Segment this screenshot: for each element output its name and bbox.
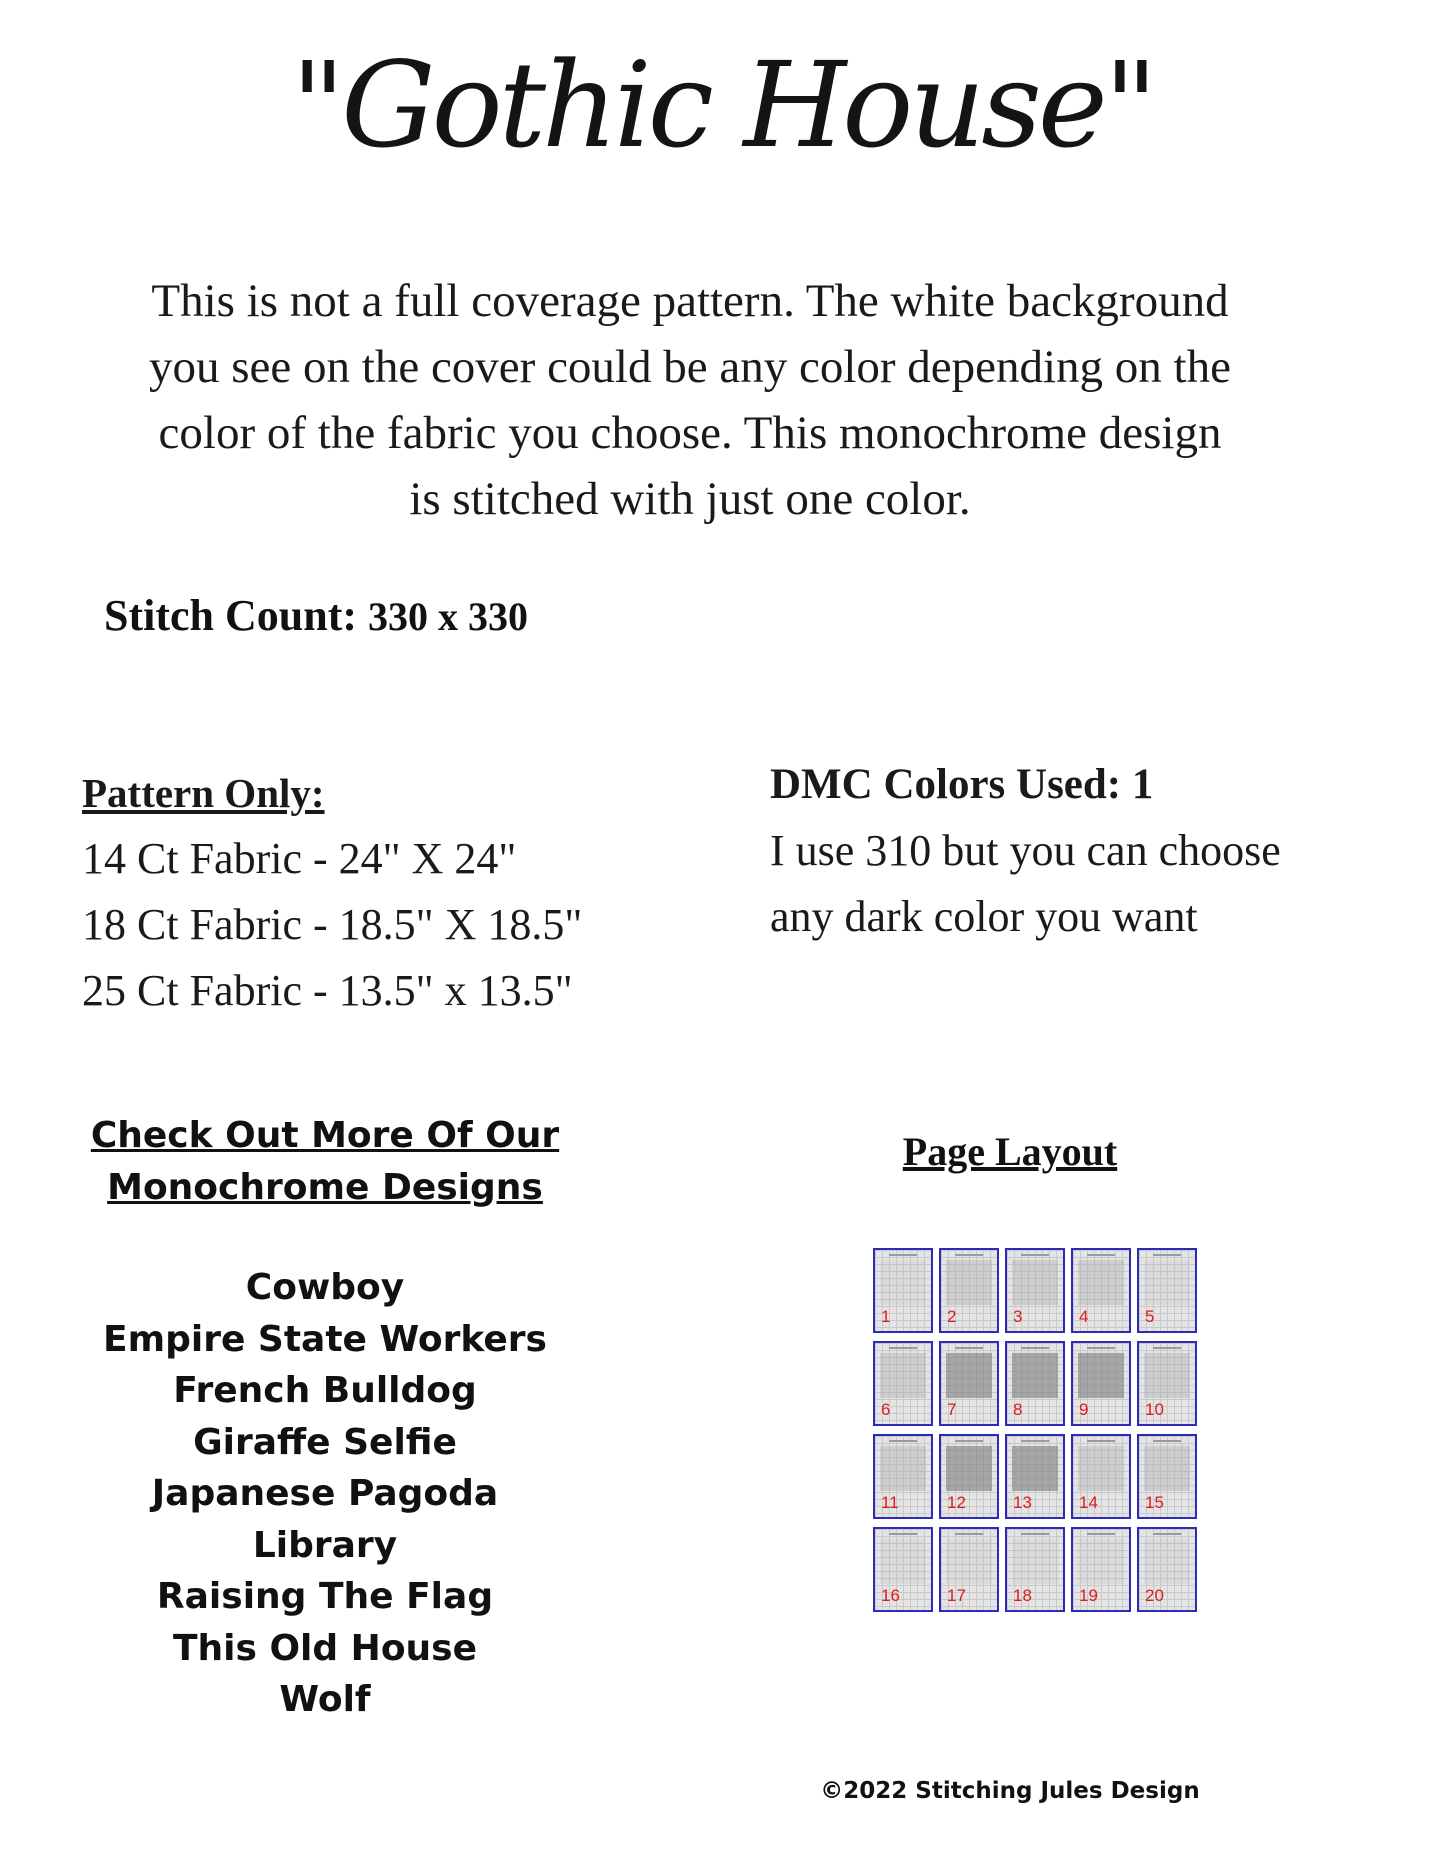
page-number: 3 (1013, 1307, 1023, 1326)
pattern-only-heading: Pattern Only: (82, 770, 325, 816)
page-number: 6 (881, 1400, 891, 1419)
page-number: 17 (947, 1586, 966, 1605)
page-layout-grid (873, 1248, 1203, 1618)
design-list-item: This Old House (172, 1627, 478, 1669)
page-number: 12 (947, 1493, 966, 1512)
dmc-colors-heading: DMC Colors Used: 1 (770, 761, 1154, 808)
page-thumbnail (1005, 1341, 1065, 1426)
page-number: 18 (1013, 1586, 1032, 1605)
more-designs-heading-line: Check Out More Of Our (90, 1115, 560, 1156)
page-thumbnail (1005, 1248, 1065, 1333)
page-thumbnail (1071, 1434, 1131, 1519)
page-number: 15 (1145, 1493, 1164, 1512)
page-number: 1 (881, 1307, 891, 1326)
page-thumbnail (873, 1341, 933, 1426)
stitch-count-label: Stitch Count: (104, 591, 358, 640)
more-designs-heading (60, 1110, 590, 1214)
page-number: 9 (1079, 1400, 1089, 1419)
page-number: 20 (1145, 1586, 1164, 1605)
page-thumbnail (873, 1248, 933, 1333)
page-thumbnail (873, 1527, 933, 1612)
page-number: 10 (1145, 1400, 1164, 1419)
fabric-size-line: 18 Ct Fabric - 18.5" X 18.5" (82, 900, 583, 949)
intro-paragraph: This is not a full coverage pattern. The white background you see on the cover could be any color depending on the color of the fabric you choose. This monochrome design is stitched with just one color. (149, 275, 1231, 525)
page-thumbnail (1071, 1248, 1131, 1333)
stitch-count-value: 330 x 330 (368, 594, 529, 639)
page-number: 7 (947, 1400, 957, 1419)
design-list-item: Giraffe Selfie (193, 1421, 457, 1463)
page-thumbnail (1137, 1434, 1197, 1519)
design-list-item: Empire State Workers (103, 1318, 547, 1360)
design-list (60, 1262, 590, 1726)
page-thumbnail (1005, 1434, 1065, 1519)
page-thumbnail (1137, 1341, 1197, 1426)
page-number: 13 (1013, 1493, 1032, 1512)
page-number: 5 (1145, 1307, 1155, 1326)
design-list-item: Cowboy (245, 1267, 405, 1308)
page-number: 8 (1013, 1400, 1023, 1419)
design-list-item: Library (252, 1524, 398, 1566)
dmc-note-line: any dark color you want (770, 892, 1198, 941)
page-number: 16 (881, 1586, 900, 1605)
design-list-item: Japanese Pagoda (151, 1473, 499, 1514)
page-thumbnail (1137, 1248, 1197, 1333)
stitch-count (104, 590, 528, 641)
fabric-size-line: 14 Ct Fabric - 24" X 24" (82, 834, 517, 883)
page-thumbnail (939, 1527, 999, 1612)
page-number: 2 (947, 1307, 957, 1326)
page-number: 4 (1079, 1307, 1089, 1326)
design-list-item: Raising The Flag (156, 1576, 494, 1617)
page-thumbnail (939, 1248, 999, 1333)
pattern-only-section (82, 760, 722, 1024)
page-thumbnail (1137, 1527, 1197, 1612)
copyright-notice: ©2022 Stitching Jules Design (820, 1778, 1200, 1804)
page-title: "Gothic House" (291, 36, 1154, 174)
dmc-colors-section (770, 752, 1410, 950)
page-thumbnail (939, 1434, 999, 1519)
page-number: 14 (1079, 1493, 1098, 1512)
design-list-item: French Bulldog (173, 1370, 477, 1411)
page-thumbnail (1071, 1341, 1131, 1426)
page-thumbnail (873, 1434, 933, 1519)
page-thumbnail (939, 1341, 999, 1426)
page-thumbnail (1071, 1527, 1131, 1612)
page-number: 11 (881, 1493, 899, 1512)
dmc-note-line: I use 310 but you can choose (770, 826, 1281, 875)
page-layout-heading: Page Layout (902, 1129, 1118, 1174)
fabric-size-line: 25 Ct Fabric - 13.5" x 13.5" (82, 966, 573, 1015)
page-number: 19 (1079, 1586, 1098, 1605)
design-list-item: Wolf (279, 1679, 371, 1720)
page-thumbnail (1005, 1527, 1065, 1612)
more-designs-heading-line: Monochrome Designs (107, 1167, 543, 1208)
